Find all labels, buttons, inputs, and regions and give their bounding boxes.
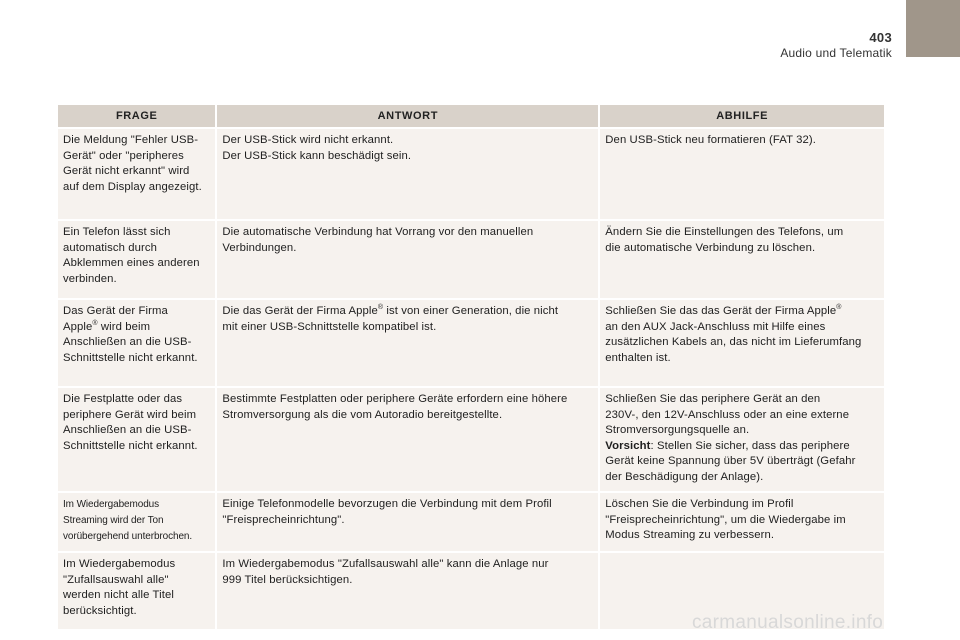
answer-cell: Im Wiedergabemodus "Zufallsauswahl alle" kann die Anlage nur 999 Titel berücksichtigen. [217,553,598,629]
column-header-question: FRAGE [58,105,215,127]
watermark: carmanualsonline.info [692,612,884,633]
answer-cell: Einige Telefonmodelle bevorzugen die Verbindung mit dem Profil "Freisprecheinrichtung". [217,493,598,551]
page-number: 403 [869,30,892,45]
answer-cell: Bestimmte Festplatten oder periphere Geräte erfordern eine höhere Stromversorgung als die vom Autoradio bereitgestellte. [217,388,598,491]
question-cell: Im Wiedergabemodus Streaming wird der Ton vorübergehend unterbrochen. [58,493,215,551]
table-row [58,388,884,491]
question-cell: Ein Telefon lässt sich automatisch durch Abklemmen eines anderen verbinden. [58,221,215,298]
answer-cell: Die automatische Verbindung hat Vorrang vor den manuellen Verbindungen. [217,221,598,298]
solution-cell: Löschen Sie die Verbindung im Profil "Freisprecheinrichtung", um die Wiedergabe im Modus Streaming zu verbessern. [600,493,884,551]
question-cell: Das Gerät der Firma Apple® wird beim Anschließen an die USB- Schnittstelle nicht erkannt. [58,300,215,386]
answer-cell: Die das Gerät der Firma Apple® ist von einer Generation, die nicht mit einer USB-Schnittstelle kompatibel ist. [217,300,598,386]
warning-label: Vorsicht [605,439,651,452]
table-row [58,221,884,298]
question-cell: Die Festplatte oder das periphere Gerät wird beim Anschließen an die USB- Schnittstelle nicht erkannt. [58,388,215,491]
question-cell: Im Wiedergabemodus "Zufallsauswahl alle" werden nicht alle Titel berücksichtigt. [58,553,215,629]
solution-cell: Schließen Sie das das Gerät der Firma Apple® an den AUX Jack-Anschluss mit Hilfe eines zusätzlichen Kabels an, das nicht im Lieferumfang enthalten ist. [600,300,884,386]
table-row [58,300,884,386]
chapter-tab-marker [906,0,960,57]
section-title: Audio und Telematik [780,46,892,60]
solution-cell: Ändern Sie die Einstellungen des Telefons, um die automatische Verbindung zu löschen. [600,221,884,298]
solution-cell: Schließen Sie das periphere Gerät an den 230V-, den 12V-Anschluss oder an eine externe Stromversorgungsquelle an. Vorsicht: Stellen Sie sicher, dass das periphere Gerät keine Spannung über 5V überträgt (Gefahr der Beschädigung der Anlage). [600,388,884,491]
question-cell: Die Meldung "Fehler USB- Gerät" oder "peripheres Gerät nicht erkannt" wird auf dem Display angezeigt. [58,129,215,219]
answer-cell: Der USB-Stick wird nicht erkannt. Der USB-Stick kann beschädigt sein. [217,129,598,219]
column-header-solution: ABHILFE [600,105,884,127]
faq-table [56,103,886,631]
column-header-answer: ANTWORT [217,105,598,127]
table-row [58,493,884,551]
solution-cell: Den USB-Stick neu formatieren (FAT 32). [600,129,884,219]
table-header-row [58,105,884,127]
table-row [58,129,884,219]
